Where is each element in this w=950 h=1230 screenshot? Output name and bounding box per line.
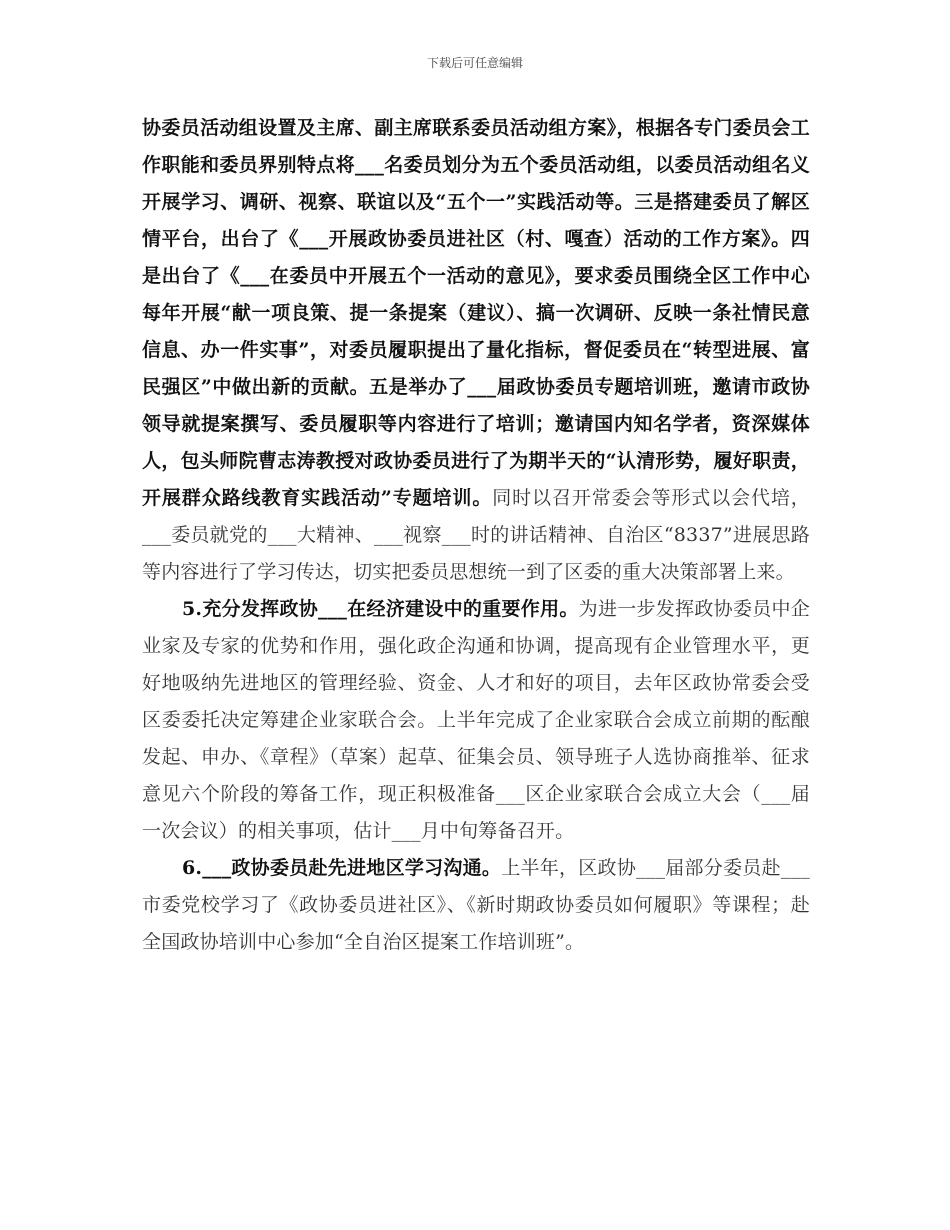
document-body: [142, 110, 810, 961]
paragraph-2-heading: 5.充分发挥政协___在经济建设中的重要作用。: [182, 598, 579, 620]
paragraph-1-normal: 同时以召开常委会等形式以会代培，___委员就党的___大精神、___视察___时的讲话精神、自治区“8337”进展思路等内容进行了学习传达，切实把委员思想统一到了区委的重大决策部署上来。: [142, 487, 811, 583]
page-header: 下载后可任意编辑: [426, 56, 523, 70]
paragraph-3-text: 上半年，区政协___届部分委员赴___市委党校学习了《政协委员进社区》、《新时期政协委员如何履职》等课程；赴全国政协培训中心参加“全自治区提案工作培训班”。: [142, 857, 810, 953]
paragraph-3: [142, 850, 810, 961]
paragraph-2: [142, 591, 810, 850]
paragraph-1: [142, 110, 810, 591]
paragraph-1-bold: 协委员活动组设置及主席、副主席联系委员活动组方案》，根据各专门委员会工作职能和委员界别特点将___名委员划分为五个委员活动组，以委员活动组名义开展学习、调研、视察、联谊以及“五个一”实践活动等。三是搭建委员了解区情平台，出台了《___开展政协委员进社区（村、嘎查）活动的工作方案》。四是出台了《___在委员中开展五个一活动的意见》，要求委员围绕全区工作中心每年开展“献一项良策、提一条提案（建议）、搞一次调研、反映一条社情民意信息、办一件实事”，对委员履职提出了量化指标，督促委员在“转型进展、富民强区”中做出新的贡献。五是举办了___届政协委员专题培训班，邀请市政协领导就提案撰写、委员履职等内容进行了培训；邀请国内知名学者，资深媒体人，包头师院曹志涛教授对政协委员进行了为期半天的“认清形势，履好职责，开展群众路线教育实践活动”专题培训。: [142, 117, 810, 509]
paragraph-2-text: 为进一步发挥政协委员中企业家及专家的优势和作用，强化政企沟通和协调，提高现有企业管理水平，更好地吸纳先进地区的管理经验、资金、人才和好的项目，去年区政协常委会受区委委托决定筹建企业家联合会。上半年完成了企业家联合会成立前期的酝酿发起、申办、《章程》（草案）起草、征集会员、领导班子人选协商推举、征求意见六个阶段的筹备工作，现正积极准备___区企业家联合会成立大会（___届一次会议）的相关事项，估计___月中旬筹备召开。: [142, 598, 810, 842]
paragraph-3-heading: 6.___政协委员赴先进地区学习沟通。: [182, 857, 502, 879]
